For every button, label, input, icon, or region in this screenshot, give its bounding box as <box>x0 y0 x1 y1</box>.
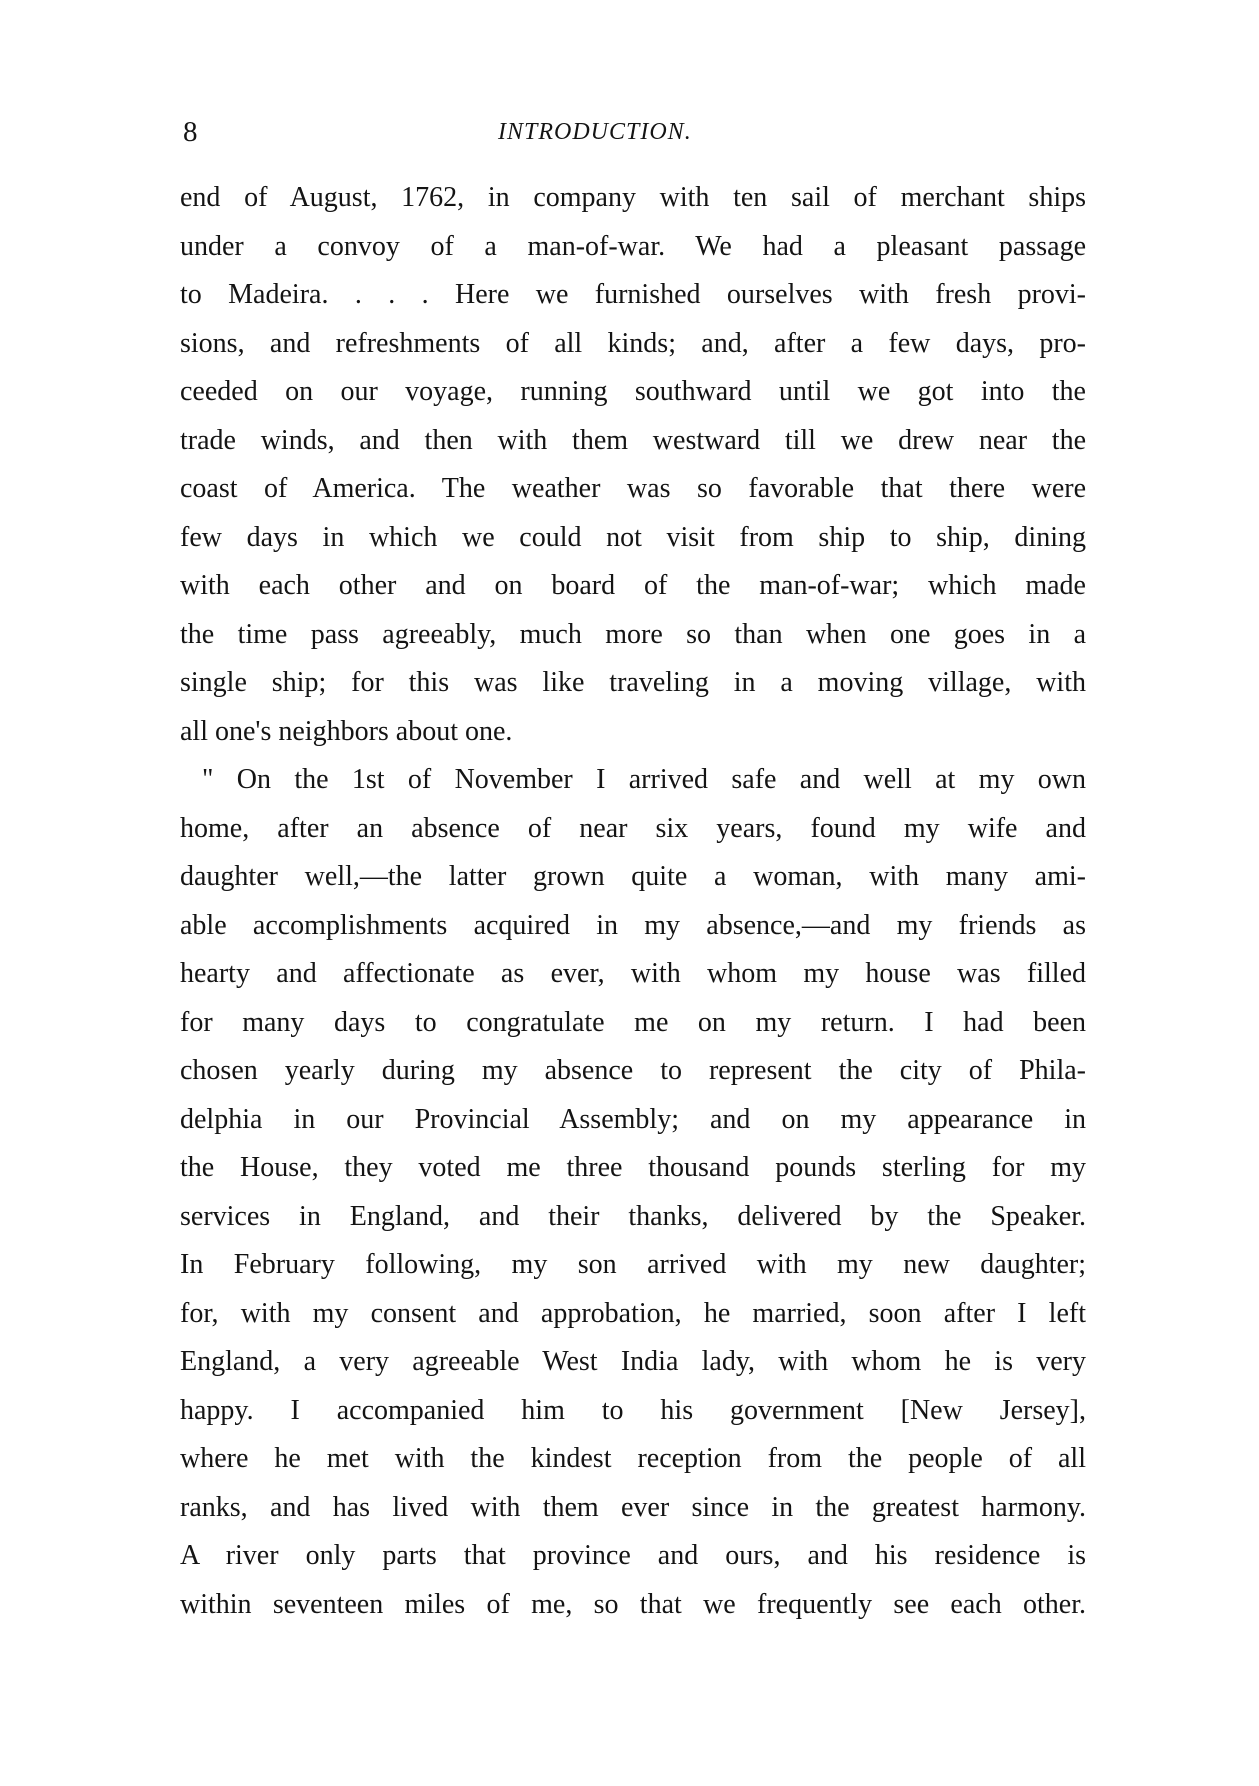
text-line: with each other and on board of the man-of-war; which made <box>180 570 1086 601</box>
text-line: hearty and affectionate as ever, with whom my house was filled <box>180 958 1086 989</box>
paragraph-1 <box>180 174 1086 756</box>
text-line: within seventeen miles of me, so that we frequently see each other. <box>180 1588 1086 1620</box>
text-line: the House, they voted me three thousand pounds sterling for my <box>180 1152 1086 1183</box>
page-header <box>183 112 1083 152</box>
text-line: daughter well,—the latter grown quite a woman, with many ami- <box>180 861 1086 892</box>
text-line: all one's neighbors about one. <box>180 715 513 747</box>
text-line: sions, and refreshments of all kinds; and, after a few days, pro- <box>180 327 1086 359</box>
text-line: In February following, my son arrived with my new daughter; <box>180 1249 1086 1280</box>
text-line: few days in which we could not visit from ship to ship, dining <box>180 521 1086 553</box>
text-line: delphia in our Provincial Assembly; and on my appearance in <box>180 1103 1086 1135</box>
text-line: coast of America. The weather was so favorable that there were <box>180 473 1086 504</box>
text-line: England, a very agreeable West India lady, with whom he is very <box>180 1346 1086 1377</box>
body-text <box>180 174 1086 1629</box>
text-line: A river only parts that province and ours, and his residence is <box>180 1540 1086 1571</box>
text-line: end of August, 1762, in company with ten sail of merchant ships <box>180 182 1086 213</box>
text-line: chosen yearly during my absence to represent the city of Phila- <box>180 1055 1086 1086</box>
text-line: trade winds, and then with them westward till we drew near the <box>180 424 1086 456</box>
text-line: ranks, and has lived with them ever since in the greatest harmony. <box>180 1491 1086 1523</box>
text-line: under a convoy of a man-of-war. We had a pleasant passage <box>180 230 1086 262</box>
text-line: ceeded on our voyage, running southward until we got into the <box>180 376 1086 407</box>
running-head: INTRODUCTION. <box>498 119 692 145</box>
paragraph-2 <box>180 756 1086 1629</box>
text-line: for many days to congratulate me on my return. I had been <box>180 1006 1086 1038</box>
text-line: " On the 1st of November I arrived safe and well at my own <box>202 764 1086 795</box>
page-number: 8 <box>183 116 198 148</box>
text-line: where he met with the kindest reception from the people of all <box>180 1443 1086 1474</box>
text-line: the time pass agreeably, much more so than when one goes in a <box>180 618 1086 650</box>
text-line: services in England, and their thanks, delivered by the Speaker. <box>180 1200 1086 1232</box>
text-line: home, after an absence of near six years, found my wife and <box>180 812 1086 844</box>
text-line: happy. I accompanied him to his government [New Jersey], <box>180 1394 1086 1426</box>
text-line: for, with my consent and approbation, he married, soon after I left <box>180 1297 1086 1329</box>
text-line: to Madeira. . . . Here we furnished ourselves with fresh provi- <box>180 279 1086 310</box>
text-line: able accomplishments acquired in my absence,—and my friends as <box>180 909 1086 941</box>
text-line: single ship; for this was like traveling in a moving village, with <box>180 667 1086 698</box>
